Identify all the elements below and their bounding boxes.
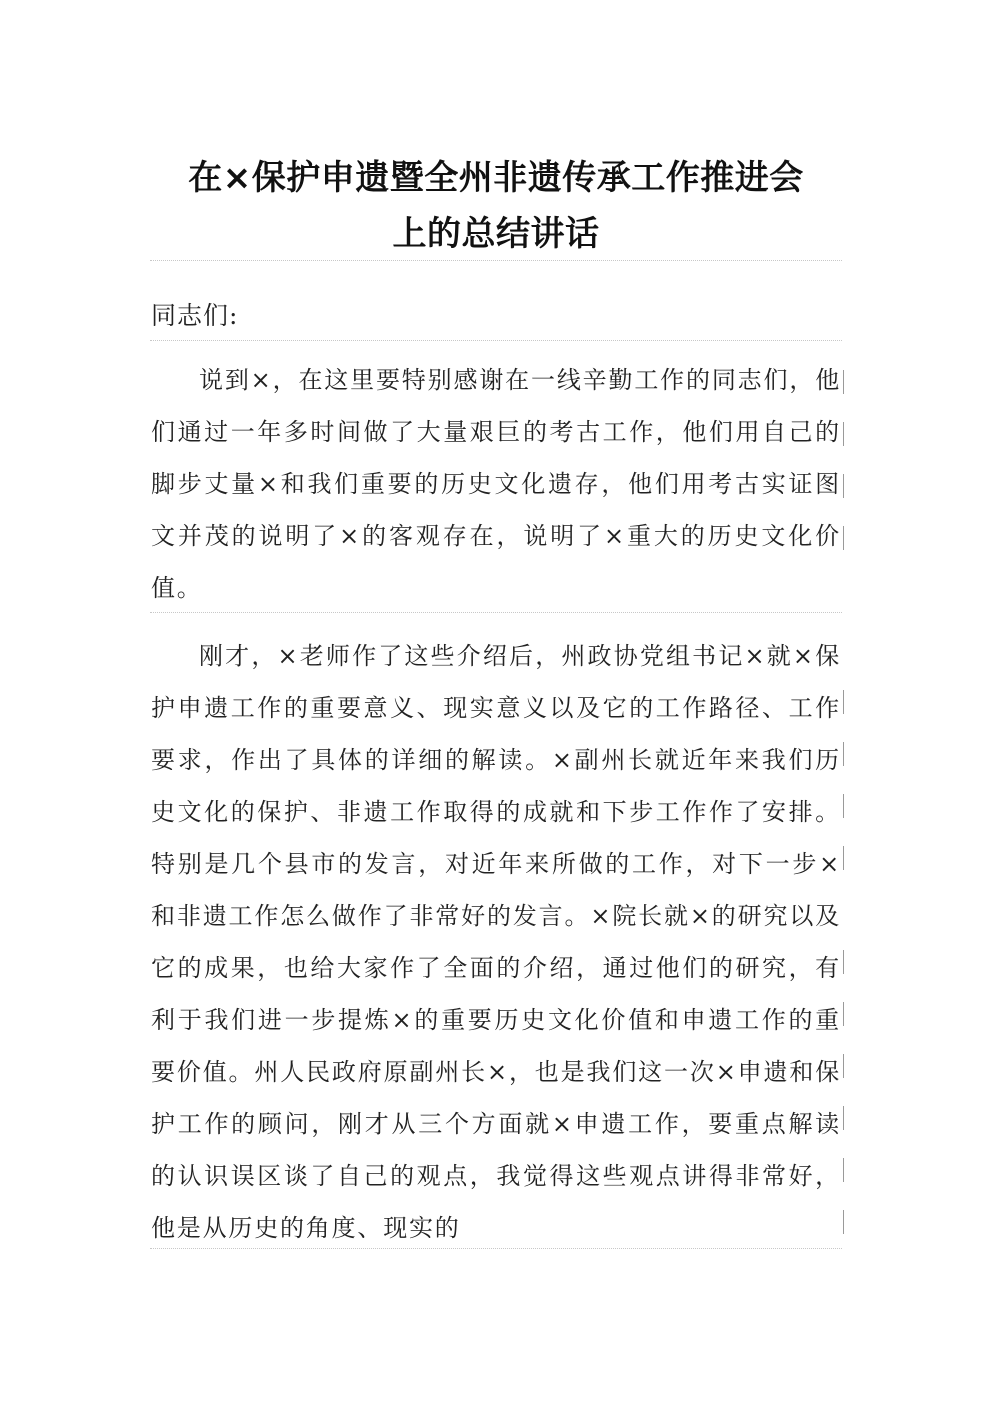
margin-tick bbox=[843, 950, 844, 974]
margin-tick bbox=[843, 1158, 844, 1182]
title-line-1: 在×保护申遗暨全州非遗传承工作推进会 bbox=[188, 158, 804, 198]
margin-tick bbox=[843, 1002, 844, 1026]
margin-tick bbox=[843, 422, 844, 446]
margin-tick bbox=[843, 1054, 844, 1078]
margin-tick bbox=[843, 846, 844, 870]
margin-tick bbox=[843, 794, 844, 818]
paragraph-1 bbox=[151, 354, 841, 614]
margin-tick bbox=[843, 742, 844, 766]
margin-tick bbox=[843, 526, 844, 550]
paragraph-divider bbox=[150, 612, 842, 613]
title-line-2: 上的总结讲话 bbox=[392, 214, 600, 254]
bottom-divider bbox=[150, 1248, 842, 1249]
title-divider bbox=[150, 260, 842, 261]
salutation: 同志们: bbox=[151, 301, 239, 330]
margin-tick bbox=[843, 370, 844, 394]
margin-tick bbox=[843, 1106, 844, 1130]
paragraph-1-text: 说到×，在这里要特别感谢在一线辛勤工作的同志们，他们通过一年多时间做了大量艰巨的考古工作，他们用自己的脚步丈量×和我们重要的历史文化遗存，他们用考古实证图文并茂的说明了×的客观存在，说明了×重大的历史文化价值。 bbox=[151, 366, 841, 602]
margin-tick bbox=[843, 474, 844, 498]
document-title bbox=[150, 150, 842, 262]
salutation-divider bbox=[150, 340, 842, 341]
margin-tick bbox=[843, 690, 844, 714]
paragraph-2-text: 刚才，×老师作了这些介绍后，州政协党组书记×就×保护申遗工作的重要意义、现实意义以及它的工作路径、工作要求，作出了具体的详细的解读。×副州长就近年来我们历史文化的保护、非遗工作取得的成就和下步工作作了安排。特别是几个县市的发言，对近年来所做的工作，对下一步×和非遗工作怎么做作了非常好的发言。×院长就×的研究以及它的成果，也给大家作了全面的介绍，通过他们的研究，有利于我们进一步提炼×的重要历史文化价值和申遗工作的重要价值。州人民政府原副州长×，也是我们这一次×申遗和保护工作的顾问，刚才从三个方面就×申遗工作，要重点解读的认识误区谈了自己的观点，我觉得这些观点讲得非常好，他是从历史的角度、现实的 bbox=[151, 642, 841, 1242]
paragraph-2 bbox=[151, 630, 841, 1254]
margin-tick bbox=[843, 1210, 844, 1234]
